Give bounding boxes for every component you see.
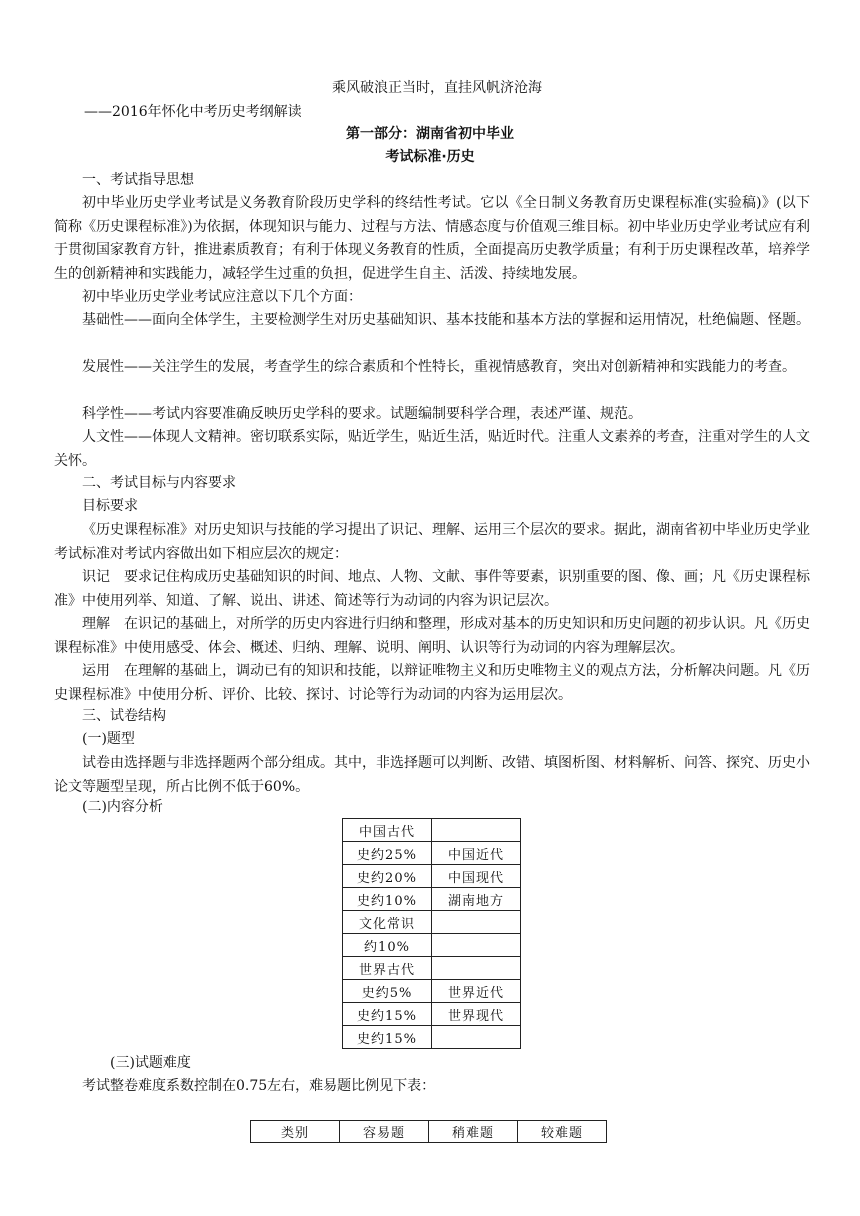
doc-title: 乘风破浪正当时，直挂风帆济沧海: [332, 80, 542, 96]
table-row: [343, 980, 521, 1003]
table-cell: [432, 911, 521, 934]
table-row: [343, 911, 521, 934]
subheading: 目标要求: [82, 498, 138, 514]
table-cell: 史约25%: [343, 842, 432, 865]
table-header-row: [251, 1121, 607, 1143]
table-cell: [432, 1026, 521, 1049]
section-heading-1: 一、考试指导思想: [82, 172, 194, 188]
table-header-cell: 类别: [251, 1121, 340, 1143]
part-title: 第一部分：湖南省初中毕业: [346, 126, 514, 142]
subheading: (二)内容分析: [82, 799, 163, 815]
paragraph: 基础性——面向全体学生，主要检测学生对历史基础知识、基本技能和基本方法的掌握和运用情况，杜绝偏题、怪题。: [82, 312, 810, 328]
paragraph: 《历史课程标准》对历史知识与技能的学习提出了识记、理解、运用三个层次的要求。据此，湖南省初中毕业历史学业考试标准对考试内容做出如下相应层次的规定：: [54, 522, 810, 562]
paragraph: 理解 在识记的基础上，对所学的历史内容进行归纳和整理，形成对基本的历史知识和历史问题的初步认识。凡《历史课程标准》中使用感受、体会、概述、归纳、理解、说明、阐明、认识等行为动词的内容为理解层次。: [54, 616, 810, 656]
table-cell: 世界古代: [343, 957, 432, 980]
table-cell: 文化常识: [343, 911, 432, 934]
section-heading-2: 二、考试目标与内容要求: [82, 475, 236, 491]
paragraph: 试卷由选择题与非选择题两个部分组成。其中，非选择题可以判断、改错、填图析图、材料解析、问答、探究、历史小论文等题型呈现，所占比例不低于60%。: [54, 755, 810, 795]
table-cell: [432, 957, 521, 980]
table-cell: 世界现代: [432, 1003, 521, 1026]
table-row: [343, 819, 521, 842]
paragraph: 考试整卷难度系数控制在0.75左右，难易题比例见下表：: [82, 1078, 436, 1094]
table-cell: 约10%: [343, 934, 432, 957]
paragraph: 运用 在理解的基础上，调动已有的知识和技能，以辩证唯物主义和历史唯物主义的观点方法，分析解决问题。凡《历史课程标准》中使用分析、评价、比较、探讨、讨论等行为动词的内容为运用层次。: [54, 663, 810, 703]
table-cell: 中国现代: [432, 865, 521, 888]
table-row: [343, 1003, 521, 1026]
table-cell: 史约20%: [343, 865, 432, 888]
paragraph: 初中毕业历史学业考试是义务教育阶段历史学科的终结性考试。它以《全日制义务教育历史课程标准(实验稿)》(以下简称《历史课程标准》)为依据，体现知识与能力、过程与方法、情感态度与价值观三维目标。初中毕业历史学业考试应有利于贯彻国家教育方针，推进素质教育；有利于体现义务教育的性质，全面提高历史教学质量；有利于历史课程改革，培养学生的创新精神和实践能力，减轻学生过重的负担，促进学生自主、活泼、持续地发展。: [54, 195, 810, 282]
table-cell: 中国近代: [432, 842, 521, 865]
doc-subtitle: ——2016年怀化中考历史考纲解读: [84, 104, 302, 120]
table-cell: 史约15%: [343, 1026, 432, 1049]
part-subtitle: 考试标准·历史: [385, 149, 475, 165]
table-header-cell: 容易题: [340, 1121, 429, 1143]
table-row: [343, 1026, 521, 1049]
table-cell: 湖南地方: [432, 888, 521, 911]
table-cell: [432, 819, 521, 842]
table-row: [343, 934, 521, 957]
table-header-cell: 稍难题: [429, 1121, 518, 1143]
table-row: [343, 888, 521, 911]
paragraph: 发展性——关注学生的发展，考查学生的综合素质和个性特长，重视情感教育，突出对创新精神和实践能力的考查。: [82, 359, 796, 375]
table-row: [343, 865, 521, 888]
section-heading-3: 三、试卷结构: [82, 708, 166, 724]
table-cell: 中国古代: [343, 819, 432, 842]
subheading: (三)试题难度: [110, 1055, 191, 1071]
paragraph: 科学性——考试内容要准确反映历史学科的要求。试题编制要科学合理，表述严谨、规范。: [82, 406, 642, 422]
table-header-cell: 较难题: [518, 1121, 607, 1143]
subheading: (一)题型: [82, 731, 135, 747]
paragraph: 初中毕业历史学业考试应注意以下几个方面：: [82, 289, 362, 305]
paragraph: 人文性——体现人文精神。密切联系实际，贴近学生，贴近生活，贴近时代。注重人文素养的考查，注重对学生的人文关怀。: [54, 429, 810, 469]
table-cell: 史约5%: [343, 980, 432, 1003]
content-analysis-table: [342, 818, 521, 1049]
table-cell: 世界近代: [432, 980, 521, 1003]
table-row: [343, 842, 521, 865]
difficulty-table: [250, 1120, 607, 1143]
table-cell: 史约10%: [343, 888, 432, 911]
table-cell: [432, 934, 521, 957]
table-row: [343, 957, 521, 980]
paragraph: 识记 要求记住构成历史基础知识的时间、地点、人物、文献、事件等要素，识别重要的图、像、画；凡《历史课程标准》中使用列举、知道、了解、说出、讲述、简述等行为动词的内容为识记层次。: [54, 569, 810, 609]
table-cell: 史约15%: [343, 1003, 432, 1026]
